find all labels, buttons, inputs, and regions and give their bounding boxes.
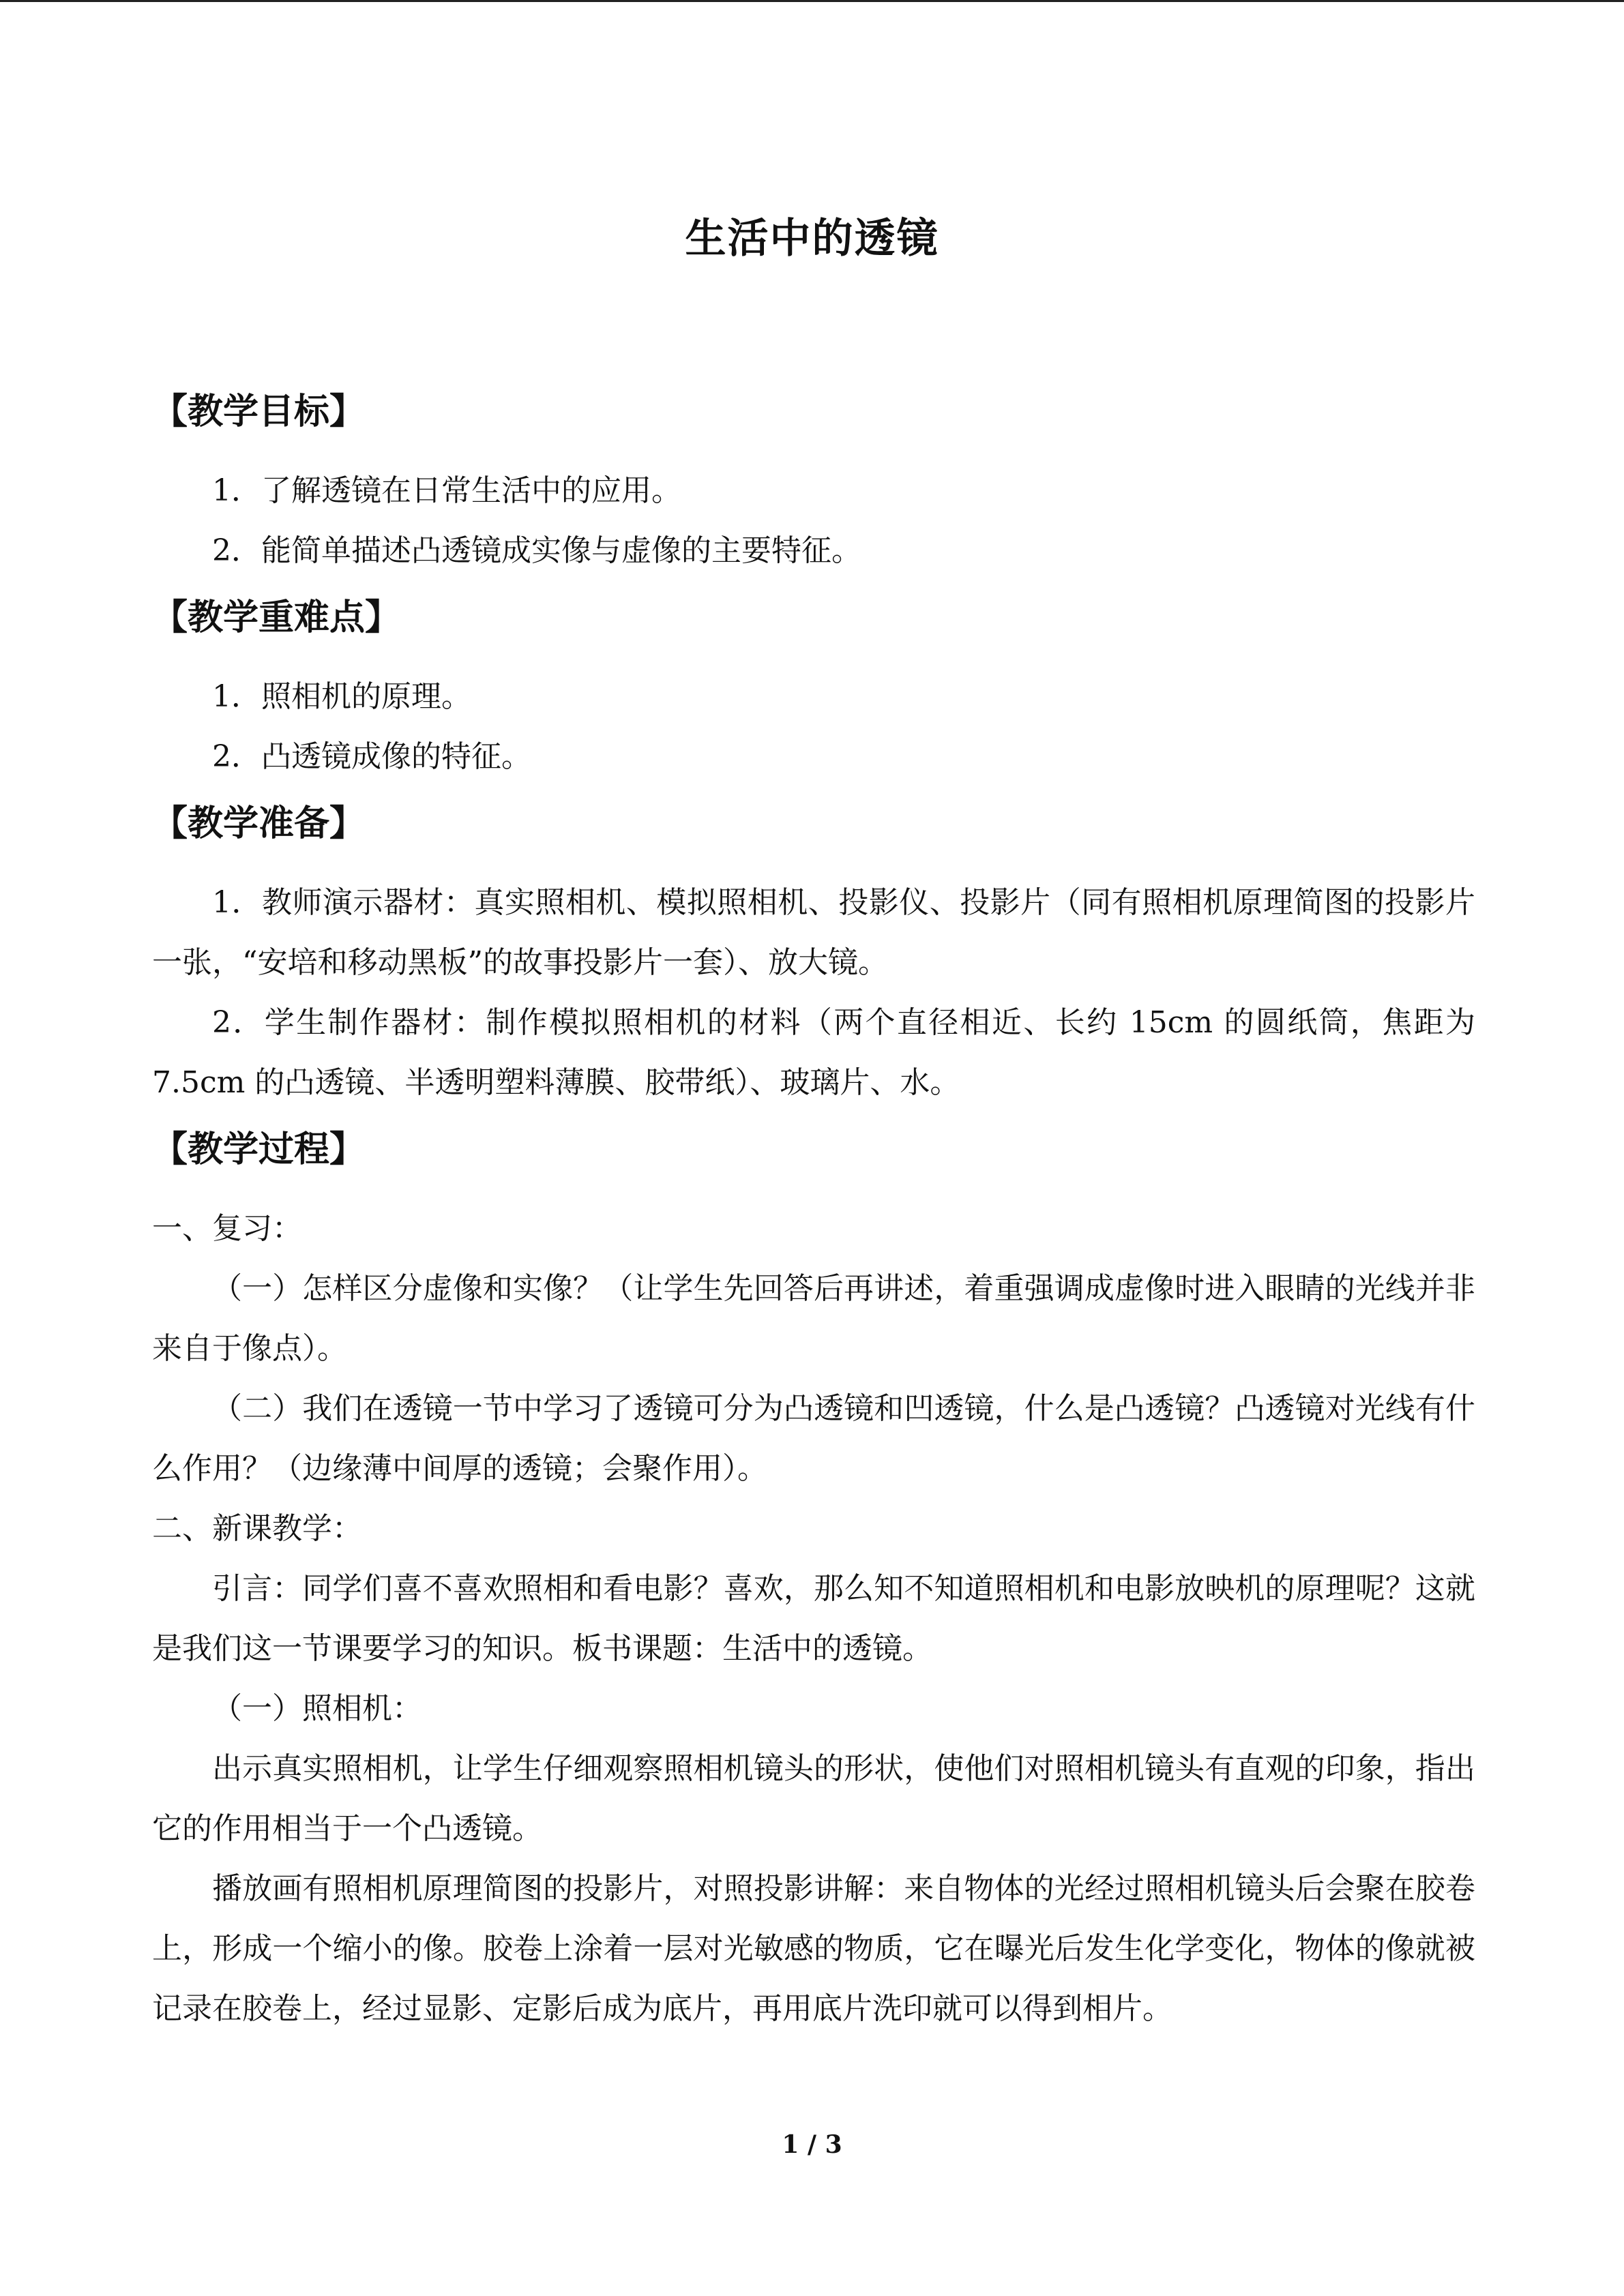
key-point-item-2: 2．凸透镜成像的特征。 — [212, 739, 531, 774]
top-border-line — [0, 0, 1624, 2]
review-item-2: （二）我们在透镜一节中学习了透镜可分为凸透镜和凹透镜，什么是凸透镜？凸透镜对光线有什么作用？（边缘薄中间厚的透镜；会聚作用）。 — [152, 1391, 1475, 1486]
goal-item-1: 1．了解透镜在日常生活中的应用。 — [212, 473, 681, 508]
section-heading-key-points: 【教学重难点】 — [152, 597, 401, 638]
document-body — [152, 382, 1475, 2039]
document-title: 生活中的透镜 — [685, 215, 939, 263]
section-heading-process: 【教学过程】 — [152, 1129, 366, 1170]
key-point-item-1: 1．照相机的原理。 — [212, 679, 471, 714]
goal-item-2: 2．能简单描述凸透镜成实像与虚像的主要特征。 — [212, 533, 861, 568]
new-lesson-camera-observe: 出示真实照相机，让学生仔细观察照相机镜头的形状，使他们对照相机镜头有直观的印象，指出它的作用相当于一个凸透镜。 — [152, 1751, 1475, 1846]
new-lesson-label: 二、新课教学： — [152, 1511, 362, 1546]
page-number: 1 / 3 — [782, 2130, 842, 2159]
section-heading-goals: 【教学目标】 — [152, 391, 366, 432]
review-item-1: （一）怎样区分虚像和实像？（让学生先回答后再讲述，着重强调成虚像时进入眼睛的光线并非来自于像点）。 — [152, 1271, 1475, 1366]
preparation-item-1: 1．教师演示器材：真实照相机、模拟照相机、投影仪、投影片（同有照相机原理简图的投影片一张，“安培和移动黑板”的故事投影片一套）、放大镜。 — [152, 885, 1475, 980]
review-label: 一、复习： — [152, 1211, 302, 1246]
new-lesson-intro: 引言：同学们喜不喜欢照相和看电影？喜欢，那么知不知道照相机和电影放映机的原理呢？这就是我们这一节课要学习的知识。板书课题：生活中的透镜。 — [152, 1571, 1475, 1666]
section-heading-preparation: 【教学准备】 — [152, 803, 366, 844]
new-lesson-camera-principle: 播放画有照相机原理简图的投影片，对照投影讲解：来自物体的光经过照相机镜头后会聚在胶卷上，形成一个缩小的像。胶卷上涂着一层对光敏感的物质，它在曝光后发生化学变化，物体的像就被记录在胶卷上，经过显影、定影后成为底片，再用底片洗印就可以得到相片。 — [152, 1871, 1475, 2026]
new-lesson-subheading-camera: （一）照相机： — [212, 1691, 422, 1726]
preparation-item-2: 2．学生制作器材：制作模拟照相机的材料（两个直径相近、长约 15cm 的圆纸筒，焦距为 7.5cm 的凸透镜、半透明塑料薄膜、胶带纸）、玻璃片、水。 — [152, 1005, 1475, 1100]
